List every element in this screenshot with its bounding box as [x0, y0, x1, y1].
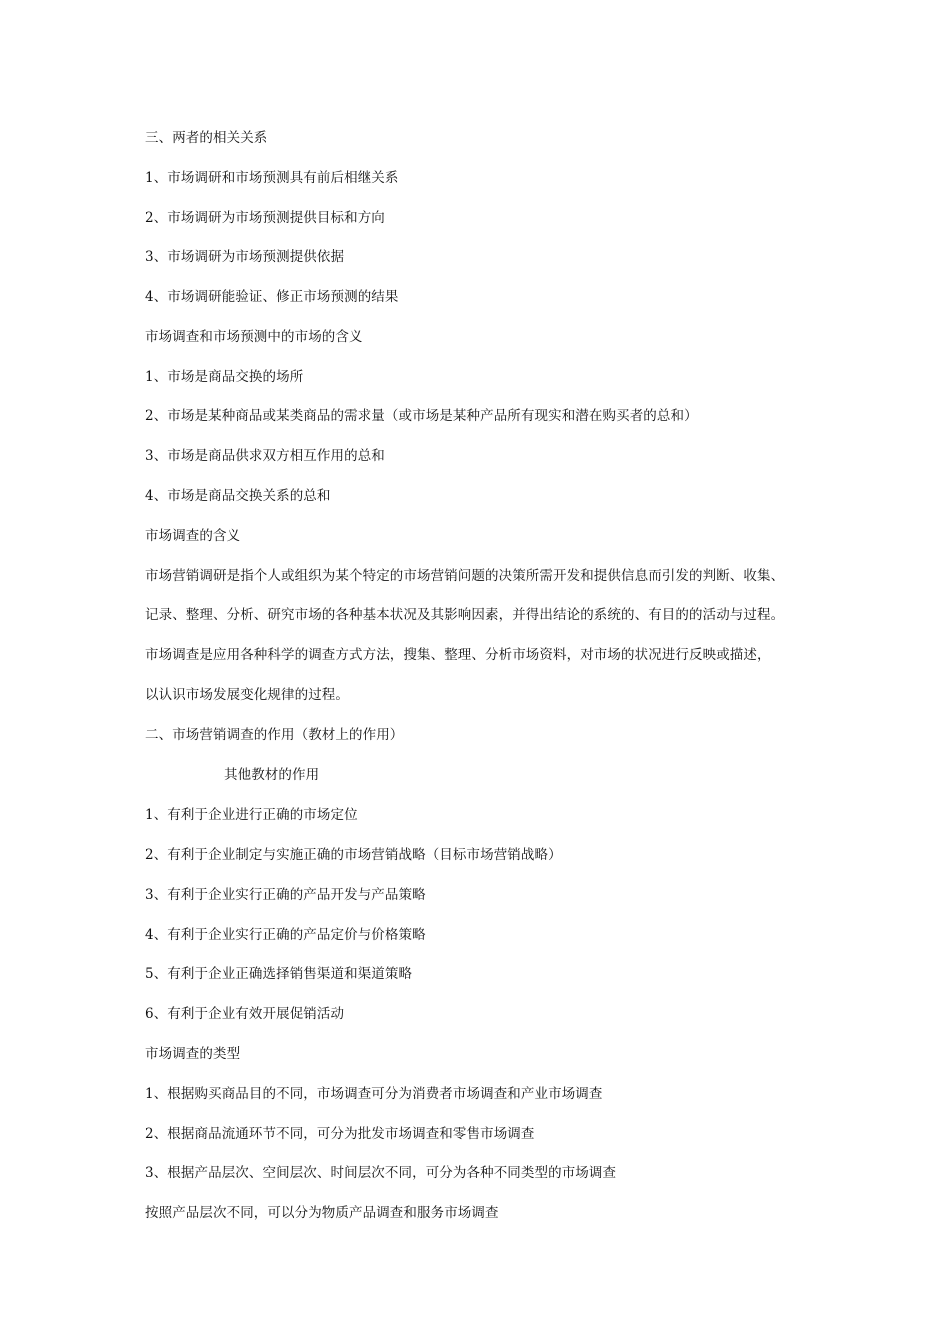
list-item: 3、有利于企业实行正确的产品开发与产品策略 [145, 887, 426, 903]
list-item: 2、根据商品流通环节不同，可分为批发市场调查和零售市场调查 [145, 1126, 535, 1142]
paragraph-line: 市场营销调研是指个人或组织为某个特定的市场营销问题的决策所需开发和提供信息而引发的判断、收集、 [145, 568, 785, 584]
paragraph-line: 市场调查是应用各种科学的调查方式方法，搜集、整理、分析市场资料，对市场的状况进行反映或描述， [145, 647, 771, 663]
list-item: 2、市场是某种商品或某类商品的需求量（或市场是某种产品所有现实和潜在购买者的总和） [145, 408, 698, 424]
paragraph-line: 按照产品层次不同，可以分为物质产品调查和服务市场调查 [145, 1205, 499, 1221]
list-item: 6、有利于企业有效开展促销活动 [145, 1006, 345, 1022]
section-heading: 二、市场营销调查的作用（教材上的作用） [145, 727, 404, 743]
list-item: 5、有利于企业正确选择销售渠道和渠道策略 [145, 966, 413, 982]
section-heading: 三、两者的相关关系 [145, 130, 268, 146]
list-item: 1、市场调研和市场预测具有前后相继关系 [145, 170, 399, 186]
list-item: 1、根据购买商品目的不同，市场调查可分为消费者市场调查和产业市场调查 [145, 1086, 603, 1102]
list-item: 3、市场是商品供求双方相互作用的总和 [145, 448, 385, 464]
list-item: 3、根据产品层次、空间层次、时间层次不同，可分为各种不同类型的市场调查 [145, 1165, 617, 1181]
list-item: 1、市场是商品交换的场所 [145, 369, 304, 385]
subheading: 其他教材的作用 [224, 767, 320, 783]
paragraph-line: 记录、整理、分析、研究市场的各种基本状况及其影响因素，并得出结论的系统的、有目的的活动与过程。 [145, 607, 785, 623]
list-item: 4、市场调研能验证、修正市场预测的结果 [145, 289, 399, 305]
section-heading: 市场调查的类型 [145, 1046, 241, 1062]
section-heading: 市场调查的含义 [145, 528, 241, 544]
section-heading: 市场调查和市场预测中的市场的含义 [145, 329, 363, 345]
list-item: 3、市场调研为市场预测提供依据 [145, 249, 345, 265]
list-item: 4、市场是商品交换关系的总和 [145, 488, 331, 504]
list-item: 2、有利于企业制定与实施正确的市场营销战略（目标市场营销战略） [145, 847, 562, 863]
list-item: 4、有利于企业实行正确的产品定价与价格策略 [145, 927, 426, 943]
paragraph-line: 以认识市场发展变化规律的过程。 [145, 687, 349, 703]
list-item: 2、市场调研为市场预测提供目标和方向 [145, 210, 385, 226]
list-item: 1、有利于企业进行正确的市场定位 [145, 807, 358, 823]
